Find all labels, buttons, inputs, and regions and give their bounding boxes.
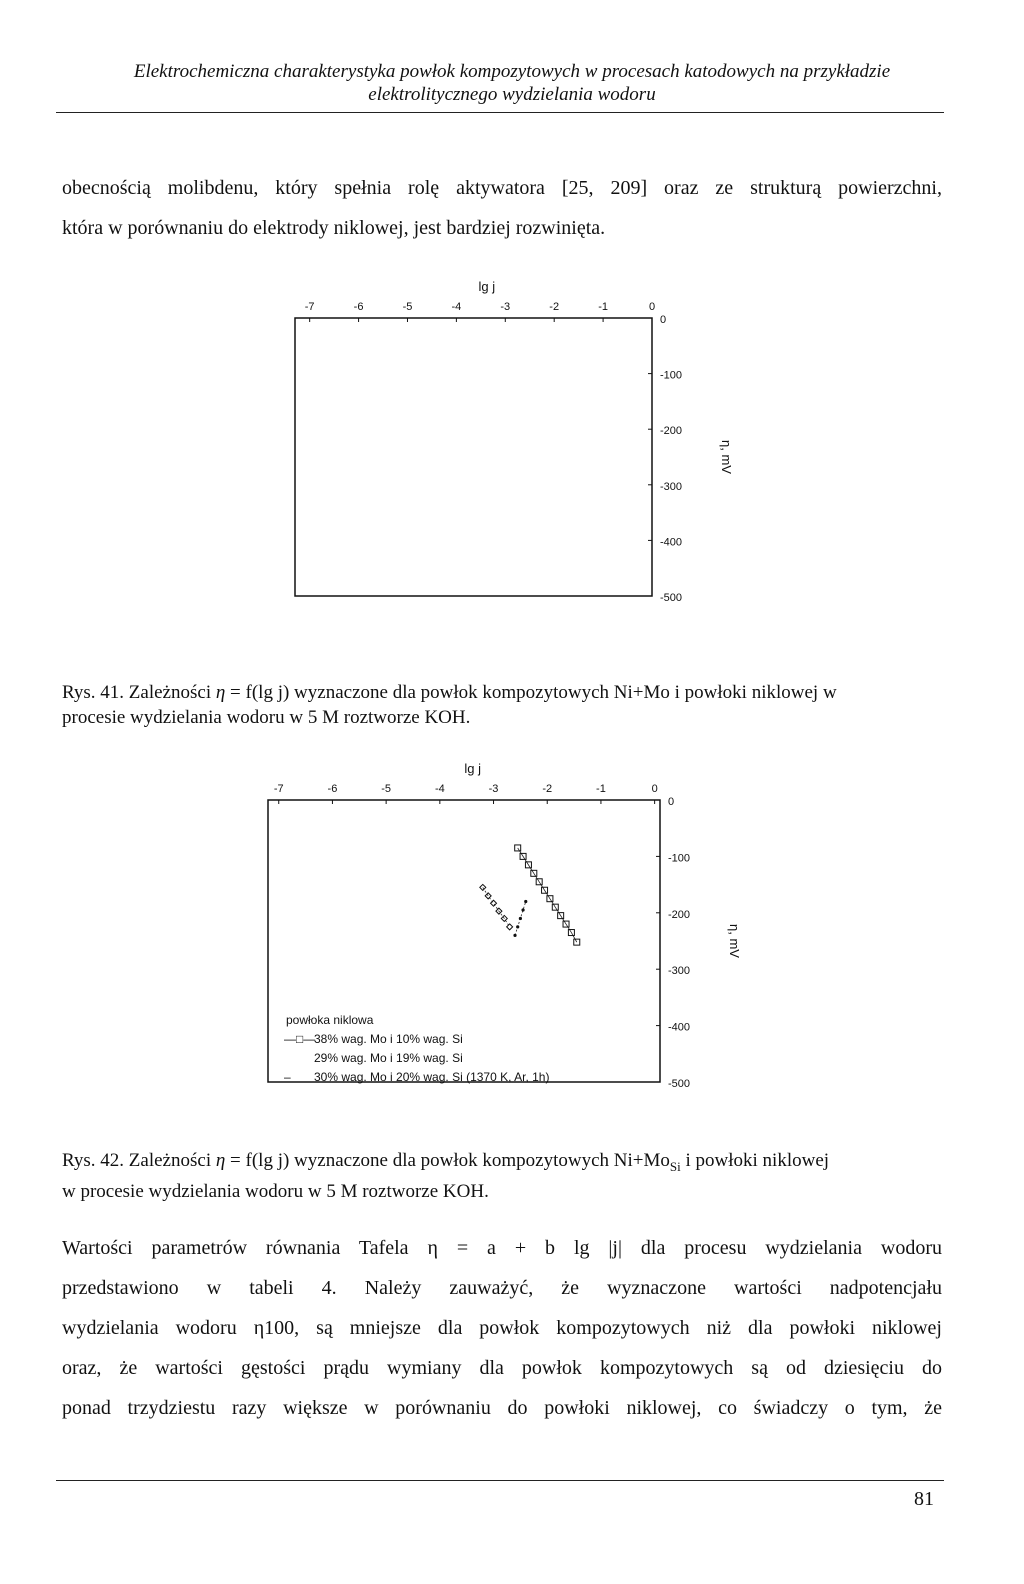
body-line-4: oraz, że wartości gęstości prądu wymiany dla powłok kompozytowych są od dziesięciu do bbox=[62, 1357, 942, 1379]
fig42-series-2-point bbox=[519, 917, 522, 920]
figure-42-chart bbox=[268, 761, 742, 1090]
fig42-series-0-point bbox=[574, 939, 580, 945]
fig42-series-1-line bbox=[483, 887, 510, 926]
fig41-y-tick-label: -500 bbox=[660, 592, 683, 604]
fig42-series-0-point bbox=[568, 930, 574, 936]
intro-paragraph bbox=[62, 168, 942, 248]
fig41-caption-line-2: procesie wydzielania wodoru w 5 M roztworze KOH. bbox=[62, 707, 471, 728]
fig42-legend-entry: 29% wag. Mo i 19% wag. Si bbox=[314, 1051, 463, 1065]
fig41-x-tick-label: -4 bbox=[451, 301, 462, 313]
fig42-series-0-point bbox=[515, 845, 521, 851]
fig42-x-tick-label: -4 bbox=[434, 783, 445, 795]
fig42-x-tick-label: -5 bbox=[381, 783, 392, 795]
fig42-series-0-point bbox=[520, 853, 526, 859]
fig41-x-tick-label: -1 bbox=[598, 301, 608, 313]
fig42-y-tick-label: -200 bbox=[668, 908, 691, 921]
fig42-x-tick-label: -6 bbox=[327, 783, 338, 795]
fig42-series-0-line bbox=[518, 848, 577, 942]
fig42-legend-entry: 30% wag. Mo i 20% wag. Si (1370 K, Ar, 1h) bbox=[314, 1070, 550, 1084]
running-header bbox=[40, 60, 984, 106]
fig42-caption-eta: η bbox=[215, 1150, 226, 1171]
fig42-caption-text: = f(lg j) wyznaczone dla powłok kompozytowych Ni+Mo bbox=[225, 1150, 670, 1171]
fig42-legend-marker: – bbox=[284, 1070, 291, 1084]
fig42-x-tick-label: -1 bbox=[596, 783, 606, 795]
fig42-series-0-point bbox=[542, 887, 548, 893]
fig42-series-1-point bbox=[507, 924, 513, 930]
fig41-y-tick-label: -300 bbox=[660, 480, 683, 493]
fig42-series-1-point bbox=[491, 900, 497, 906]
fig42-series-1-point bbox=[480, 884, 486, 890]
footer-rule bbox=[56, 1480, 944, 1481]
fig42-series-0-point bbox=[552, 904, 558, 910]
fig41-x-axis-title: lg j bbox=[478, 279, 496, 294]
fig41-x-tick-label: -6 bbox=[353, 301, 364, 313]
fig41-x-tick-label: -7 bbox=[304, 301, 315, 313]
fig42-series-0-point bbox=[525, 862, 531, 868]
fig42-y-tick-label: -300 bbox=[668, 965, 691, 978]
fig42-caption-subscript: Si bbox=[669, 1158, 681, 1174]
fig42-y-tick-label: -400 bbox=[668, 1021, 691, 1034]
page-number: 81 bbox=[914, 1488, 934, 1510]
fig42-series-2-point bbox=[513, 934, 516, 937]
fig42-series-0-point bbox=[558, 913, 564, 919]
figure-42-caption bbox=[62, 1148, 942, 1204]
fig42-series-2-point bbox=[516, 925, 519, 928]
fig42-legend-title: powłoka niklowa bbox=[286, 1013, 374, 1027]
fig42-y-tick-label: -500 bbox=[668, 1078, 691, 1090]
fig41-plot-frame bbox=[295, 318, 652, 596]
fig41-x-tick-label: 0 bbox=[648, 301, 656, 313]
fig41-caption-eta: η bbox=[215, 682, 226, 703]
fig42-series-1-point bbox=[485, 893, 491, 899]
fig41-caption-prefix: Rys. 41. Zależności bbox=[62, 682, 216, 703]
fig42-caption-prefix: Rys. 42. Zależności bbox=[62, 1150, 216, 1171]
fig42-series-2-point bbox=[521, 908, 524, 911]
fig42-series-0-point bbox=[531, 870, 537, 876]
fig42-x-tick-label: -7 bbox=[273, 783, 284, 795]
fig42-plot-frame bbox=[268, 800, 660, 1082]
figure-41-chart bbox=[295, 279, 734, 604]
header-rule bbox=[56, 112, 944, 113]
fig42-series-0-point bbox=[547, 896, 553, 902]
body-line-5: ponad trzydziestu razy większe w porównaniu do powłoki niklowej, co świadczy o tym, że bbox=[62, 1397, 942, 1419]
body-paragraph bbox=[62, 1228, 942, 1428]
fig42-series-0-point bbox=[563, 921, 569, 927]
fig42-x-tick-label: 0 bbox=[651, 783, 658, 795]
fig42-y-tick-label: -100 bbox=[668, 852, 691, 865]
intro-line-1: obecnością molibdenu, który spełnia rolę aktywatora [25, 209] oraz ze strukturą powierzchni, bbox=[62, 177, 942, 199]
fig41-x-tick-label: -2 bbox=[549, 301, 560, 313]
fig41-y-tick-label: -100 bbox=[660, 369, 683, 382]
fig42-y-axis-title: η, mV bbox=[727, 924, 742, 958]
fig42-series-2-point bbox=[524, 900, 527, 903]
fig42-x-axis-title: lg j bbox=[464, 761, 481, 776]
fig42-series-2-line bbox=[515, 902, 526, 936]
fig41-x-tick-label: -5 bbox=[402, 301, 413, 313]
fig41-caption-text: = f(lg j) wyznaczone dla powłok kompozytowych Ni+Mo i powłoki niklowej w bbox=[225, 682, 837, 703]
fig42-legend-marker: —□— bbox=[284, 1032, 316, 1046]
body-line-1: Wartości parametrów równania Tafela η = a + b lg |j| dla procesu wydzielania wodoru bbox=[62, 1237, 942, 1259]
fig41-y-tick-label: -400 bbox=[660, 536, 683, 549]
fig42-y-tick-label: 0 bbox=[668, 796, 675, 808]
fig41-y-tick-label: -200 bbox=[660, 425, 683, 438]
fig42-caption-line-2: w procesie wydzielania wodoru w 5 M roztworze KOH. bbox=[62, 1180, 489, 1202]
fig41-y-axis-title: η, mV bbox=[719, 440, 734, 474]
fig42-series-1-point bbox=[496, 908, 502, 914]
running-header-line-1: Elektrochemiczna charakterystyka powłok kompozytowych w procesach katodowych na przykładzie bbox=[133, 61, 891, 82]
intro-line-2: która w porównaniu do elektrody niklowej, jest bardziej rozwinięta. bbox=[62, 217, 606, 239]
figure-41-caption bbox=[62, 680, 942, 730]
fig41-x-tick-label: -3 bbox=[500, 301, 511, 313]
fig42-x-tick-label: -2 bbox=[542, 783, 553, 795]
fig41-y-tick-label: 0 bbox=[660, 314, 667, 326]
body-line-2: przedstawiono w tabeli 4. Należy zauważyć, że wyznaczone wartości nadpotencjału bbox=[62, 1277, 942, 1299]
fig42-series-1-point bbox=[501, 915, 507, 921]
body-line-3: wydzielania wodoru η100, są mniejsze dla powłok kompozytowych niż dla powłoki niklowej bbox=[62, 1317, 942, 1339]
fig42-series-0-point bbox=[536, 879, 542, 885]
fig42-caption-text-2: i powłoki niklowej bbox=[680, 1150, 830, 1171]
running-header-line-2: elektrolitycznego wydzielania wodoru bbox=[368, 84, 656, 105]
fig42-x-tick-label: -3 bbox=[488, 783, 499, 795]
fig42-legend-entry: 38% wag. Mo i 10% wag. Si bbox=[314, 1032, 463, 1046]
